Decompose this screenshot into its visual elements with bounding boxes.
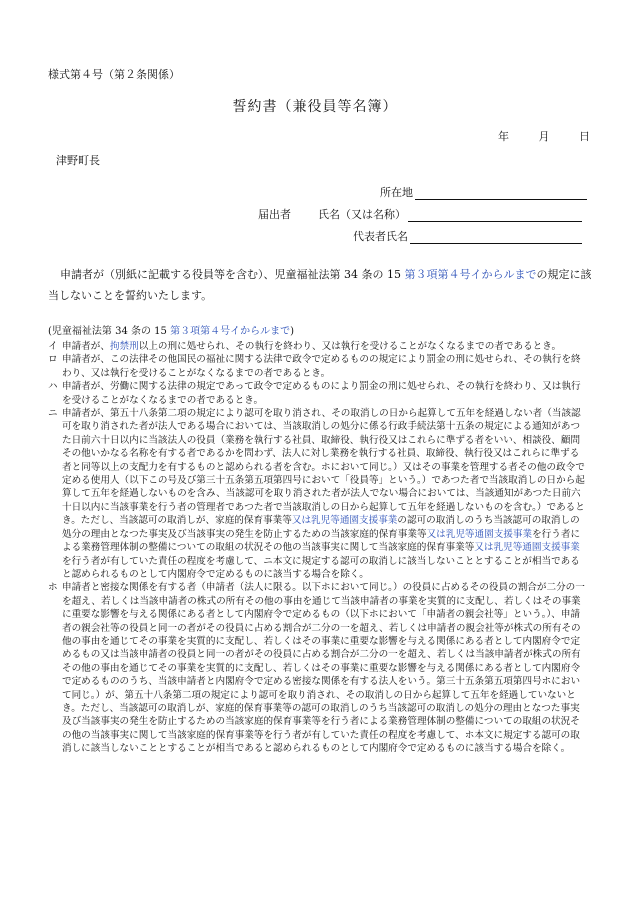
location-label: 所在地 [380,186,413,199]
law-reference-text: (児童福祉法第 34 条の 15 [48,326,171,337]
pledge-text: 申請者が（別紙に記載する役員等を含む）、児童福祉法第 34 条の 15 [60,268,405,281]
list-item [48,340,588,353]
addressee: 津野町長 [56,154,100,167]
date-line [472,128,590,144]
list-item-text [62,380,588,407]
date-year-label: 年 [498,130,509,143]
document-title: 誓約書（兼役員等名簿） [232,99,398,115]
pledge-amended-text: 第３項第４号イからルまで [404,268,537,281]
item-text: を行う者が有していた責任の程度を考慮して、ニ本文に規定する認可の取消しに該当しないこととすることが相当であると認められるものとして内閣府令で定めるものに該当する場合を除く。 [62,555,580,580]
item-text: 申請者が、第五十八条第二項の規定により認可を取り消され、その取消しの日から起算して五年を経過しない者（当該認可を取り消された者が法人である場合においては、当該取消しの処分に係る行政手続法第十五条の規定による通知があつた日前六十日以内に当該法人の役員（業務を執行する社員、取締役、執行役又はこれらに準ずる者をいい、相談役、顧問その他いかなる名称を有する者であるかを問わず、法人に対し業務を執行する社員、取締役、執行役又はこれらに準ずる者と同等以上の支配力を有するものと認められる者を含む。ホにおいて同じ。）又はその事業を管理する者その他の政令で定める使用人（以下この号及び第三十五条第五項第四号において「役員等」という。）であつた者で当該取消しの日から起算して五年を経過しないものを含み、当該認可を取り消された者が法人でない場合においては、当該通知があつた日前六十日以内に当該事業を行う者の管理者であつた者で当該取消しの日から起算して五年を経過しないものを含む。）であるとき。ただし、当該認可の取消しが、家庭的保育事業等 [62,408,585,527]
list-item [48,581,588,755]
list-item [48,407,588,581]
disqualification-items [48,340,588,756]
law-reference-close: ) [290,326,294,337]
amended-text: 又は乳児等通園支援事業 [291,515,398,527]
representative-field [353,228,582,244]
item-text: 申請者が、労働に関する法律の規定であって政令で定めるものにより罰金の刑に処せられ、その執行を終わり、又は執行を受けることがなくなるまでの者であるとき。 [62,381,581,406]
list-item [48,353,588,380]
date-day-label: 日 [579,130,590,143]
list-item-mark: ハ [48,381,58,393]
item-text: 申請者が、この法律その他国民の福祉に関する法律で政令で定めるものの規定により罰金の刑に処せられ、その執行を終わり、又は執行を受けることがなくなるまでの者であるとき。 [62,354,581,379]
item-text: 以上の刑に処せられ、その執行を終わり、又は執行を受けることがなくなるまでの者であるとき。 [138,341,562,352]
list-item-text [62,340,588,353]
list-item-mark: ロ [48,354,58,366]
applicant-role-label: 届出者 [258,208,291,221]
representative-label: 代表者氏名 [353,230,408,243]
name-field [318,206,582,222]
location-field [380,184,587,200]
list-item-mark: イ [48,341,58,352]
pledge-statement [48,264,592,306]
date-month-label: 月 [538,130,550,143]
amended-text: 又は乳児等通園支援事業 [426,528,533,540]
form-number: 様式第４号（第２条関係） [48,68,180,81]
law-reference-header [48,322,294,337]
location-input-line[interactable] [415,187,587,200]
pledge-text-end: の規定に該当しないことを誓約いたします。 [48,268,592,302]
amended-text: 拘禁刑 [109,341,139,352]
name-label: 氏名（又は名称） [318,208,406,221]
list-item-text [62,407,588,581]
list-item-text [62,581,588,755]
item-text: を行う者による業務管理体制の整備についての取組の状況その他の当該事実に関して当該家庭的保育事業等 [62,528,581,554]
item-text: 申請者と密接な関係を有する者（申請者（法人に限る。以下ホにおいて同じ。）の役員に占めるその役員の割合が二分の一を超え、若しくは当該申請者の株式の所有その他の事由を通じて当該申請者の事業を実質的に支配し、若しくはその事業に重要な影響を与える関係にある者として内閣府令で定めるもの（以下ホにおいて「申請者の親会社等」という。）、申請者の親会社等の役員と同一の者がその役員に占める割合が二分の一を超え、若しくは申請者の親会社等が株式の所有その他の事由を通じてその事業を実質的に支配し、若しくはその事業に重要な影響を与える関係にある者として内閣府令で定めるもの又は当該申請者の役員と同一の者がその役員に占める割合が二分の一を超え、若しくは当該申請者が株式の所有その他の事由を通じてその事業を実質的に支配し、若しくはその事業に重要な影響を与える関係にある者として内閣府令で定めるもののうち、当該申請者と内閣府令で定める密接な関係を有する法人をいう。第三十五条第五項第四号ホにおいて同じ。）が、第五十八条第二項の規定により認可を取り消され、その取消しの日から起算して五年を経過していないとき。ただし、当該認可の取消しが、家庭的保育事業等の認可の取消しのうち当該認可の取消しの処分の理由となつた事実及び当該事実の発生を防止するための当該家庭的保育事業等を行う者による業務管理体制の整備についての取組の状況その他の当該事実に関して当該家庭的保育事業等を行う者が有していた責任の程度を考慮して、ホ本文に規定する認可の取消しに該当しないこととすることが相当であると認められるものとして内閣府令で定めるものに該当する場合を除く。 [62,582,585,755]
name-input-line[interactable] [408,209,582,222]
list-item-mark: ホ [48,582,58,594]
list-item-mark: ニ [48,408,58,420]
item-text: 申請者が、 [62,341,110,352]
list-item [48,380,588,407]
representative-input-line[interactable] [410,231,582,244]
item-text: の認可の取消しのうち当該認可の取消しの処分の理由となつた事実及び当該事実の発生を防止するための当該家庭的保育事業等 [62,515,580,540]
amended-text: 又は乳児等通園支援事業 [474,542,580,554]
law-reference-amended-text: 第３項第４号イからルまで [170,326,291,337]
list-item-text [62,353,588,380]
